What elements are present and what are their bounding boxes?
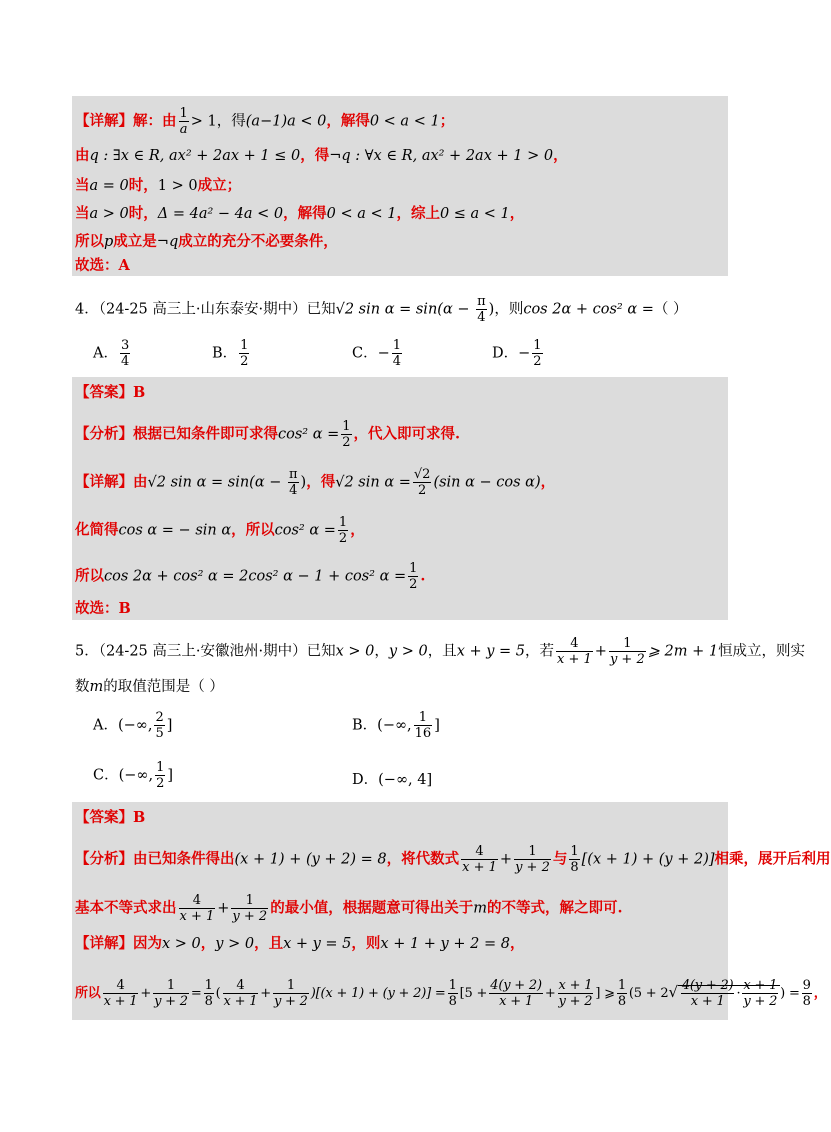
q5-detail-2 (75, 978, 827, 1009)
denominator: 2 (156, 776, 165, 791)
text: 【详解】解：由 (75, 112, 177, 130)
denominator: 2 (409, 577, 418, 592)
text: ，将代数式 (386, 850, 460, 868)
fraction (569, 844, 579, 875)
option-label: C． (352, 345, 378, 362)
text: . (420, 567, 426, 585)
fraction (154, 710, 164, 741)
fraction (448, 978, 458, 1009)
fraction (120, 338, 130, 369)
denominator: 2 (533, 354, 542, 369)
text: 基本不等式求出 (75, 899, 177, 917)
denominator: x + 1 (557, 652, 592, 667)
denominator: 16 (414, 726, 432, 741)
q4-option-d[interactable] (492, 338, 545, 369)
text: ； (439, 112, 455, 130)
math: = (190, 986, 202, 1001)
q5-stem-1 (75, 636, 806, 667)
top-detail-line-4 (75, 204, 730, 224)
denominator: 2 (342, 435, 351, 450)
math: [5 + (459, 986, 488, 1001)
text: ，解得 (326, 112, 370, 130)
denominator: 8 (617, 994, 626, 1009)
denominator: 4 (120, 354, 130, 369)
fraction (338, 515, 348, 546)
math: √2 sin α = sin(α − (335, 301, 475, 318)
text: 【分析】根据已知条件即可求得 (75, 425, 278, 443)
numerator: 1 (617, 978, 626, 993)
text: ，且 (427, 643, 457, 660)
math: y > 0 (215, 936, 255, 952)
fraction (179, 106, 189, 137)
numerator: 1 (528, 844, 537, 859)
fraction (742, 978, 778, 1009)
interval-start: (−∞, (377, 717, 412, 734)
text: ， (553, 147, 568, 164)
q4-detail-2 (75, 515, 730, 546)
q5-detail-1 (75, 934, 730, 954)
fraction (413, 467, 432, 498)
q5-option-b[interactable] (352, 710, 440, 741)
denominator: 8 (802, 994, 811, 1009)
text: 所以 (75, 986, 101, 1001)
denominator: a (179, 122, 188, 137)
fraction (609, 636, 646, 667)
math: x + 1 + y + 2 = 8 (380, 936, 510, 952)
math: x + y = 5 (283, 936, 352, 952)
math: + (544, 986, 556, 1001)
fraction (204, 978, 214, 1009)
math: 0 ≤ a < 1 (439, 206, 510, 222)
fraction (802, 978, 812, 1009)
text: ，得 (306, 473, 336, 491)
numerator: 1 (570, 844, 579, 859)
fraction (103, 978, 139, 1009)
math: ¬q (156, 234, 179, 250)
math: (x + 1) + (y + 2) = 8 (234, 851, 387, 868)
numerator: 4 (475, 844, 484, 859)
numerator: 1 (533, 338, 542, 353)
interval-end: ] (166, 717, 173, 734)
interval-end: ] (167, 767, 174, 784)
text: ，所以 (231, 521, 275, 539)
denominator: 4 (392, 354, 402, 369)
numerator: 4 (116, 978, 125, 993)
denominator: x + 1 (690, 994, 725, 1009)
q5-option-d[interactable] (352, 768, 432, 789)
denominator: 2 (418, 483, 427, 498)
fraction (392, 338, 402, 369)
denominator: y + 2 (558, 994, 593, 1009)
interval: (−∞, 4] (378, 772, 433, 788)
fraction (532, 338, 542, 369)
text: ，得 (300, 147, 330, 164)
text: 的不等式，解之即可. (486, 899, 623, 917)
q5-analysis-2 (75, 893, 730, 924)
math: (a−1)a < 0 (245, 113, 327, 130)
numerator: π (477, 294, 486, 309)
fraction (341, 419, 351, 450)
math: [(x + 1) + (y + 2)] (581, 851, 715, 868)
math: 0 < a < 1 (369, 113, 440, 130)
q5-stem-2 (75, 677, 730, 697)
text: 成立的充分不必要条件， (178, 233, 338, 250)
denominator: y + 2 (154, 994, 188, 1009)
math: ⩾ 2m + 1 (647, 643, 719, 660)
fraction (273, 978, 309, 1009)
q5-answer: 【答案】B (75, 809, 146, 826)
text: ，代入即可求得. (353, 425, 461, 443)
denominator: 8 (570, 860, 579, 875)
fraction (179, 893, 216, 924)
text: （ ） (653, 301, 688, 318)
text: ， (509, 935, 525, 952)
text: ，解得 (283, 205, 327, 222)
sign: − (518, 345, 531, 362)
numerator: x + 1 (743, 978, 778, 993)
numerator: 1 (179, 106, 188, 121)
option-label: C． (93, 767, 119, 784)
math: + (499, 851, 513, 868)
math: cos 2α + cos² α = 2cos² α − 1 + cos² α = (104, 568, 407, 585)
text: ， (200, 935, 216, 952)
math: cos² α = (278, 426, 340, 443)
text: 【详解】因为 (75, 935, 162, 952)
text: ， (350, 521, 365, 539)
option-label: A． (93, 345, 118, 362)
numerator: 1 (392, 338, 402, 353)
denominator: x + 1 (179, 909, 215, 924)
numerator: 4(y + 2) (490, 978, 542, 993)
math: ] ⩾ (595, 986, 615, 1001)
denominator: x + 1 (499, 994, 533, 1009)
math: ¬q : ∀x ∈ R, ax² + 2ax + 1 > 0 (329, 148, 554, 164)
q4-detail-1 (75, 467, 730, 498)
fraction (223, 978, 259, 1009)
math: 0 < a < 1 (326, 206, 397, 222)
top-detail-line-5 (75, 232, 730, 252)
q4-analysis (75, 419, 730, 450)
math: √2 sin α = sin(α − (147, 474, 286, 491)
text: 由 (75, 147, 90, 164)
math: + (140, 986, 152, 1001)
text: ，则 (351, 935, 381, 952)
numerator: 1 (166, 978, 175, 993)
sign: − (377, 345, 390, 362)
top-detail-line-3 (75, 176, 730, 196)
denominator: 8 (448, 994, 457, 1009)
text: ， (374, 643, 389, 660)
option-label: B． (352, 717, 378, 734)
text: 成立是 (113, 233, 157, 250)
denominator: 8 (204, 994, 213, 1009)
fraction (681, 978, 735, 1009)
math: )[(x + 1) + (y + 2)] = (310, 986, 446, 1001)
math: y > 0 (388, 643, 428, 660)
numerator: 1 (338, 515, 348, 530)
fraction (558, 978, 594, 1009)
numerator: 2 (155, 710, 164, 725)
text: ， (540, 473, 556, 491)
numerator: 3 (120, 338, 130, 353)
math: x + y = 5 (456, 643, 526, 660)
top-choice: 故选：A (75, 257, 130, 274)
numerator: 4(y + 2) (681, 978, 734, 993)
math: ) (300, 474, 307, 491)
text: 成立； (197, 177, 242, 194)
math: a = 0 (89, 178, 129, 194)
fraction (239, 338, 249, 369)
math: √2 sin α = (335, 474, 411, 491)
denominator: y + 2 (273, 994, 308, 1009)
math: Δ = 4a² − 4a < 0 (157, 206, 284, 222)
numerator: 1 (409, 561, 418, 576)
denominator: x + 1 (462, 860, 497, 875)
sqrt-radicand (678, 978, 780, 1009)
fraction (461, 844, 498, 875)
math: cos α = − sin α (118, 522, 232, 539)
numerator: 1 (240, 338, 249, 353)
text: ， (509, 205, 525, 222)
math: ( (215, 986, 221, 1001)
q5-option-c[interactable] (93, 760, 173, 791)
numerator: 4 (236, 978, 245, 993)
math: + (217, 900, 230, 917)
fraction (556, 636, 593, 667)
denominator: y + 2 (515, 860, 550, 875)
numerator: 1 (286, 978, 295, 993)
text: 【分析】由已知条件得出 (75, 850, 235, 868)
text: 所以 (75, 233, 104, 250)
option-label: D． (492, 345, 519, 362)
text: 5．（24-25 高三上·安徽池州·期中）已知 (75, 643, 336, 660)
math: (5 + 2 (628, 986, 669, 1001)
math: cos² α = (274, 522, 336, 539)
interval-end: ] (434, 717, 440, 734)
numerator: 1 (623, 636, 632, 651)
denominator: y + 2 (743, 994, 778, 1009)
numerator: 1 (156, 760, 165, 775)
math: + (594, 643, 607, 660)
math: q : ∃x ∈ R, ax² + 2ax + 1 ≤ 0 (89, 148, 301, 164)
q4-answer: 【答案】B (75, 384, 146, 401)
fraction (231, 893, 268, 924)
text: 恒成立，则实 (718, 643, 806, 660)
denominator: 4 (477, 310, 486, 325)
numerator: x + 1 (558, 978, 593, 993)
denominator: 2 (338, 531, 348, 546)
sqrt-sign: √ (668, 983, 678, 1001)
fraction (155, 760, 165, 791)
denominator: y + 2 (232, 909, 268, 924)
fraction (414, 710, 433, 741)
text: 时， (128, 205, 158, 222)
fraction (153, 978, 189, 1009)
numerator: 4 (570, 636, 579, 651)
text: 相乘，展开后利用 (714, 850, 831, 868)
fraction (476, 294, 487, 325)
option-label: D． (352, 772, 379, 788)
math: (sin α − cos α) (433, 474, 541, 491)
q4-detail-3 (75, 561, 730, 592)
option-label: B． (212, 345, 238, 362)
math: ) = (780, 986, 800, 1001)
math: 1 > 0 (157, 178, 198, 194)
q4-option-c[interactable] (352, 338, 404, 369)
fraction (617, 978, 627, 1009)
math: · (736, 986, 741, 1001)
text: ，且 (254, 935, 284, 952)
math: m (89, 679, 104, 695)
text: ，若 (525, 643, 555, 660)
q4-choice: 故选：B (75, 600, 131, 617)
text: 4．（24-25 高三上·山东泰安·期中）已知 (75, 301, 336, 318)
math: cos 2α + cos² α = (523, 301, 654, 318)
numerator: √2 (413, 467, 431, 482)
text: 当 (75, 205, 90, 222)
text: 的取值范围是（ ） (103, 679, 224, 695)
math: x > 0 (162, 936, 201, 952)
numerator: 1 (418, 710, 428, 725)
text: ，综上 (396, 205, 440, 222)
math: > 1，得 (190, 113, 246, 130)
math: + (260, 986, 271, 1001)
math: p (104, 234, 114, 250)
text: 的最小值，根据题意可得出关于 (270, 899, 474, 917)
denominator: 4 (289, 483, 298, 498)
math: m (473, 900, 487, 917)
q4-option-b[interactable] (212, 338, 251, 369)
text: 化简得 (75, 521, 119, 539)
text: 时， (128, 177, 158, 194)
denominator: x + 1 (223, 994, 258, 1009)
text: 当 (75, 177, 90, 194)
option-label: A． (93, 717, 118, 734)
numerator: 1 (204, 978, 213, 993)
text: )，则 (488, 301, 524, 318)
numerator: 4 (192, 893, 202, 908)
q4-stem (75, 294, 730, 325)
top-detail-line-2 (75, 146, 730, 166)
text: 与 (552, 850, 568, 868)
fraction (288, 467, 299, 498)
text: 【详解】由 (75, 473, 148, 491)
denominator: 2 (240, 354, 249, 369)
numerator: π (289, 467, 298, 482)
denominator: y + 2 (609, 652, 645, 667)
denominator: 5 (155, 726, 164, 741)
text: ， (813, 986, 827, 1001)
interval-start: (−∞, (118, 767, 154, 784)
numerator: 1 (245, 893, 254, 908)
numerator: 9 (802, 978, 811, 993)
fraction (489, 978, 543, 1009)
q5-option-a[interactable] (93, 710, 172, 741)
text: 所以 (75, 567, 104, 585)
top-detail-line-1 (75, 106, 730, 137)
numerator: 1 (342, 419, 351, 434)
q5-analysis-1 (75, 844, 831, 875)
math: a > 0 (89, 206, 129, 222)
math: x > 0 (335, 643, 375, 660)
q4-option-a[interactable] (93, 338, 132, 369)
numerator: 1 (448, 978, 457, 993)
interval-start: (−∞, (117, 717, 153, 734)
fraction (514, 844, 551, 875)
fraction (408, 561, 418, 592)
text: 数 (75, 679, 90, 695)
denominator: x + 1 (103, 994, 138, 1009)
